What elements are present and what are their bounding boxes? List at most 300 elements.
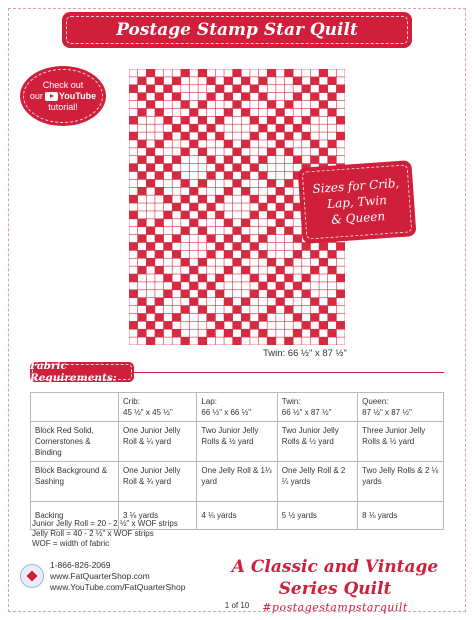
quilt-square	[224, 290, 232, 297]
quilt-square	[147, 282, 155, 289]
quilt-square	[311, 125, 319, 132]
fabric-requirements-rule	[134, 372, 444, 373]
youtube-logo: YouTube	[45, 91, 96, 102]
quilt-square	[173, 266, 181, 273]
quilt-square	[190, 132, 198, 139]
fabric-requirements-banner	[30, 362, 134, 382]
quilt-square	[250, 298, 258, 305]
quilt-square	[181, 172, 189, 179]
quilt-square	[259, 274, 267, 281]
page-title: Postage Stamp Star Quilt	[116, 20, 358, 40]
quilt-square	[337, 330, 345, 337]
table-header-cell: Lap: 66 ½" x 66 ½"	[197, 393, 277, 422]
quilt-square	[328, 101, 336, 108]
sizes-line-2: Lap, Twin	[326, 192, 388, 212]
quilt-square	[242, 117, 250, 124]
quilt-square	[276, 77, 284, 84]
quilt-square	[224, 227, 232, 234]
quilt-square	[285, 298, 293, 305]
quilt-square	[147, 211, 155, 218]
quilt-square	[328, 259, 336, 266]
table-cell: Two Jelly Rolls & 2 ⅛ yards	[358, 462, 444, 502]
quilt-square	[181, 330, 189, 337]
quilt-square	[276, 156, 284, 163]
quilt-square	[190, 85, 198, 92]
quilt-square	[190, 235, 198, 242]
quilt-square	[242, 337, 250, 344]
quilt-square	[173, 219, 181, 226]
quilt-square	[181, 203, 189, 210]
quilt-square	[138, 243, 146, 250]
quilt-square	[181, 93, 189, 100]
quilt-square	[233, 282, 241, 289]
quilt-square	[207, 101, 215, 108]
quilt-square	[207, 306, 215, 313]
quilt-square	[311, 306, 319, 313]
quilt-square	[285, 156, 293, 163]
quilt-square	[173, 322, 181, 329]
youtube-tutorial-badge[interactable]	[20, 66, 106, 126]
quilt-square	[216, 337, 224, 344]
hashtag: #postagestampstarquilt	[262, 601, 408, 614]
quilt-square	[207, 322, 215, 329]
quilt-square	[293, 274, 301, 281]
quilt-square	[328, 282, 336, 289]
quilt-square	[337, 251, 345, 258]
quilt-square	[276, 85, 284, 92]
quilt-square	[319, 330, 327, 337]
table-header-cell: Twin: 66 ½" x 87 ½"	[277, 393, 357, 422]
quilt-square	[216, 109, 224, 116]
quilt-square	[250, 125, 258, 132]
quilt-square	[293, 298, 301, 305]
quilt-square	[190, 306, 198, 313]
quilt-square	[164, 101, 172, 108]
quilt-square	[268, 85, 276, 92]
quilt-square	[242, 282, 250, 289]
quilt-square	[224, 274, 232, 281]
quilt-square	[164, 314, 172, 321]
quilt-square	[250, 259, 258, 266]
quilt-square	[190, 195, 198, 202]
quilt-square	[224, 125, 232, 132]
quilt-square	[276, 195, 284, 202]
quilt-square	[164, 219, 172, 226]
quilt-square	[190, 156, 198, 163]
quilt-square	[319, 93, 327, 100]
quilt-square	[164, 156, 172, 163]
quilt-square	[233, 188, 241, 195]
quilt-square	[259, 148, 267, 155]
quilt-square	[164, 180, 172, 187]
quilt-square	[181, 77, 189, 84]
quilt-square	[328, 337, 336, 344]
quilt-square	[311, 85, 319, 92]
series-title: A Classic and Vintage Series Quilt	[231, 557, 439, 599]
quilt-square	[216, 330, 224, 337]
quilt-square	[293, 243, 301, 250]
quilt-square	[250, 266, 258, 273]
quilt-square	[147, 195, 155, 202]
quilt-square	[155, 148, 163, 155]
quilt-square	[293, 69, 301, 76]
quilt-square	[173, 85, 181, 92]
quilt-square	[207, 290, 215, 297]
quilt-square	[164, 235, 172, 242]
quilt-square	[259, 109, 267, 116]
quilt-square	[173, 109, 181, 116]
quilt-square	[250, 156, 258, 163]
quilt-square	[268, 203, 276, 210]
quilt-square	[233, 314, 241, 321]
quilt-square	[311, 117, 319, 124]
quilt-square	[138, 69, 146, 76]
quilt-square	[129, 219, 137, 226]
quilt-square	[250, 77, 258, 84]
table-cell: 5 ½ yards	[277, 502, 357, 530]
quilt-square	[164, 337, 172, 344]
quilt-square	[319, 290, 327, 297]
quilt-square	[164, 298, 172, 305]
table-header-cell: Queen: 87 ½" x 87 ½"	[358, 393, 444, 422]
quilt-square	[302, 125, 310, 132]
quilt-square	[173, 259, 181, 266]
quilt-square	[190, 148, 198, 155]
quilt-square	[293, 117, 301, 124]
table-cell: Two Junior Jelly Rolls & ½ yard	[277, 422, 357, 462]
quilt-square	[155, 117, 163, 124]
quilt-square	[164, 69, 172, 76]
quilt-square	[198, 322, 206, 329]
quilt-square	[268, 219, 276, 226]
title-banner	[62, 12, 412, 48]
quilt-square	[173, 227, 181, 234]
quilt-square	[250, 148, 258, 155]
quilt-square	[259, 266, 267, 273]
table-cell: 4 ⅛ yards	[197, 502, 277, 530]
quilt-square	[216, 259, 224, 266]
quilt-square	[319, 282, 327, 289]
quilt-square	[259, 211, 267, 218]
table-cell: Two Junior Jelly Rolls & ½ yard	[197, 422, 277, 462]
quilt-square	[173, 180, 181, 187]
quilt-square	[155, 322, 163, 329]
table-cell: One Junior Jelly Roll & ¼ yard	[119, 422, 197, 462]
quilt-square	[337, 298, 345, 305]
quilt-square	[337, 77, 345, 84]
quilt-square	[173, 274, 181, 281]
quilt-square	[198, 172, 206, 179]
quilt-square	[224, 195, 232, 202]
quilt-square	[250, 203, 258, 210]
quilt-square	[276, 330, 284, 337]
quilt-square	[268, 298, 276, 305]
quilt-square	[268, 156, 276, 163]
quilt-square	[224, 85, 232, 92]
quilt-square	[259, 188, 267, 195]
quilt-square	[285, 77, 293, 84]
quilt-square	[155, 337, 163, 344]
quilt-square	[198, 235, 206, 242]
quilt-square	[259, 306, 267, 313]
quilt-square	[233, 109, 241, 116]
quilt-square	[164, 203, 172, 210]
quilt-square	[268, 140, 276, 147]
quilt-square	[190, 337, 198, 344]
quilt-square	[129, 282, 137, 289]
quilt-square	[216, 219, 224, 226]
quilt-square	[207, 219, 215, 226]
website-link[interactable]: www.FatQuarterShop.com	[50, 571, 150, 581]
quilt-square	[302, 109, 310, 116]
quilt-square	[129, 140, 137, 147]
quilt-square	[181, 266, 189, 273]
sizes-badge	[297, 160, 416, 244]
quilt-square	[259, 227, 267, 234]
quilt-square	[233, 117, 241, 124]
quilt-square	[285, 109, 293, 116]
quilt-square	[319, 77, 327, 84]
quilt-square	[276, 101, 284, 108]
quilt-square	[198, 77, 206, 84]
quilt-square	[268, 109, 276, 116]
quilt-square	[302, 330, 310, 337]
quilt-square	[259, 290, 267, 297]
quilt-square	[319, 117, 327, 124]
quilt-square	[233, 235, 241, 242]
quilt-square	[147, 156, 155, 163]
quilt-square	[337, 93, 345, 100]
quilt-square	[242, 101, 250, 108]
quilt-square	[224, 164, 232, 171]
quilt-square	[293, 109, 301, 116]
quilt-square	[147, 203, 155, 210]
quilt-square	[164, 188, 172, 195]
quilt-square	[302, 93, 310, 100]
quilt-square	[302, 69, 310, 76]
quilt-square	[250, 330, 258, 337]
quilt-square	[129, 180, 137, 187]
quilt-square	[181, 188, 189, 195]
quilt-square	[268, 164, 276, 171]
quilt-square	[337, 148, 345, 155]
youtube-line-3: tutorial!	[48, 101, 78, 112]
quilt-square	[173, 101, 181, 108]
quilt-square	[147, 274, 155, 281]
quilt-square	[285, 235, 293, 242]
quilt-square	[242, 274, 250, 281]
quilt-square	[250, 109, 258, 116]
quilt-square	[319, 132, 327, 139]
quilt-square	[181, 235, 189, 242]
quilt-square	[164, 266, 172, 273]
quilt-square	[173, 290, 181, 297]
quilt-square	[337, 266, 345, 273]
quilt-square	[233, 251, 241, 258]
quilt-square	[302, 298, 310, 305]
youtube-line-1: Check out	[42, 79, 84, 90]
quilt-square	[181, 140, 189, 147]
quilt-square	[293, 132, 301, 139]
quilt-square	[198, 243, 206, 250]
quilt-square	[155, 282, 163, 289]
quilt-square	[129, 203, 137, 210]
quilt-square	[328, 322, 336, 329]
quilt-square	[293, 148, 301, 155]
quilt-square	[224, 69, 232, 76]
quilt-square	[285, 85, 293, 92]
quilt-square	[216, 266, 224, 273]
quilt-square	[164, 93, 172, 100]
quilt-square	[311, 148, 319, 155]
quilt-square	[173, 164, 181, 171]
quilt-square	[328, 117, 336, 124]
quilt-square	[155, 290, 163, 297]
quilt-square	[311, 132, 319, 139]
quilt-square	[276, 117, 284, 124]
quilt-square	[138, 282, 146, 289]
quilt-square	[285, 266, 293, 273]
quilt-square	[190, 93, 198, 100]
quilt-square	[155, 164, 163, 171]
quilt-square	[285, 282, 293, 289]
quilt-square	[293, 306, 301, 313]
quilt-square	[138, 211, 146, 218]
quilt-square	[242, 132, 250, 139]
quilt-square	[233, 211, 241, 218]
quilt-square	[224, 243, 232, 250]
phone-number[interactable]: 1-866-826-2069	[50, 560, 111, 570]
quilt-square	[250, 188, 258, 195]
quilt-square	[164, 306, 172, 313]
quilt-square	[138, 195, 146, 202]
quilt-square	[155, 259, 163, 266]
quilt-square	[198, 282, 206, 289]
quilt-square	[181, 314, 189, 321]
table-row	[31, 422, 444, 462]
quilt-square	[129, 227, 137, 234]
quilt-square	[302, 314, 310, 321]
quilt-square	[173, 337, 181, 344]
quilt-square	[207, 109, 215, 116]
table-cell: 8 ⅛ yards	[358, 502, 444, 530]
quilt-square	[129, 109, 137, 116]
quilt-square	[337, 69, 345, 76]
quilt-square	[250, 282, 258, 289]
quilt-square	[216, 188, 224, 195]
quilt-square	[164, 172, 172, 179]
quilt-square	[337, 140, 345, 147]
quilt-square	[268, 282, 276, 289]
quilt-square	[216, 203, 224, 210]
page-number: 1 of 10	[224, 601, 250, 610]
quilt-square	[207, 148, 215, 155]
fat-quarter-shop-logo	[20, 564, 44, 588]
quilt-square	[224, 337, 232, 344]
row-label: Block Red Solid, Cornerstones & Binding	[31, 422, 119, 462]
quilt-square	[190, 290, 198, 297]
quilt-square	[224, 322, 232, 329]
quilt-square	[216, 140, 224, 147]
quilt-square	[155, 85, 163, 92]
quilt-square	[129, 298, 137, 305]
quilt-square	[224, 203, 232, 210]
quilt-square	[155, 69, 163, 76]
quilt-square	[190, 251, 198, 258]
youtube-link[interactable]: www.YouTube.com/FatQuarterShop	[50, 582, 186, 592]
quilt-square	[302, 282, 310, 289]
quilt-square	[147, 132, 155, 139]
quilt-square	[233, 219, 241, 226]
quilt-square	[216, 251, 224, 258]
quilt-square	[242, 290, 250, 297]
quilt-square	[328, 274, 336, 281]
quilt-square	[319, 314, 327, 321]
quilt-square	[233, 330, 241, 337]
quilt-square	[293, 259, 301, 266]
quilt-square	[181, 243, 189, 250]
quilt-square	[155, 306, 163, 313]
quilt-square	[328, 306, 336, 313]
quilt-square	[147, 251, 155, 258]
quilt-square	[155, 101, 163, 108]
quilt-square	[276, 322, 284, 329]
quilt-square	[276, 259, 284, 266]
quilt-square	[207, 227, 215, 234]
quilt-square	[233, 172, 241, 179]
quilt-square	[207, 180, 215, 187]
quilt-square	[242, 125, 250, 132]
quilt-square	[319, 266, 327, 273]
quilt-square	[138, 227, 146, 234]
quilt-square	[259, 85, 267, 92]
quilt-square	[337, 282, 345, 289]
quilt-square	[138, 180, 146, 187]
quilt-square	[268, 251, 276, 258]
quilt-square	[285, 243, 293, 250]
quilt-square	[311, 337, 319, 344]
quilt-square	[285, 322, 293, 329]
quilt-square	[328, 85, 336, 92]
quilt-square	[311, 290, 319, 297]
quilt-square	[138, 203, 146, 210]
note-line: Junior Jelly Roll = 20 - 2 ½" x WOF strips	[32, 519, 178, 528]
quilt-square	[129, 125, 137, 132]
quilt-square	[164, 227, 172, 234]
quilt-square	[311, 259, 319, 266]
quilt-square	[155, 211, 163, 218]
quilt-square	[276, 132, 284, 139]
quilt-square	[216, 148, 224, 155]
quilt-square	[285, 251, 293, 258]
quilt-square	[337, 337, 345, 344]
quilt-square	[190, 180, 198, 187]
quilt-square	[337, 109, 345, 116]
quilt-square	[242, 203, 250, 210]
quilt-square	[155, 180, 163, 187]
quilt-square	[138, 306, 146, 313]
quilt-square	[276, 290, 284, 297]
table-header-row	[31, 393, 444, 422]
quilt-square	[129, 69, 137, 76]
quilt-square	[259, 164, 267, 171]
fabric-notes	[32, 519, 178, 549]
quilt-square	[285, 164, 293, 171]
quilt-square	[250, 180, 258, 187]
quilt-square	[311, 101, 319, 108]
quilt-square	[259, 322, 267, 329]
quilt-square	[164, 251, 172, 258]
